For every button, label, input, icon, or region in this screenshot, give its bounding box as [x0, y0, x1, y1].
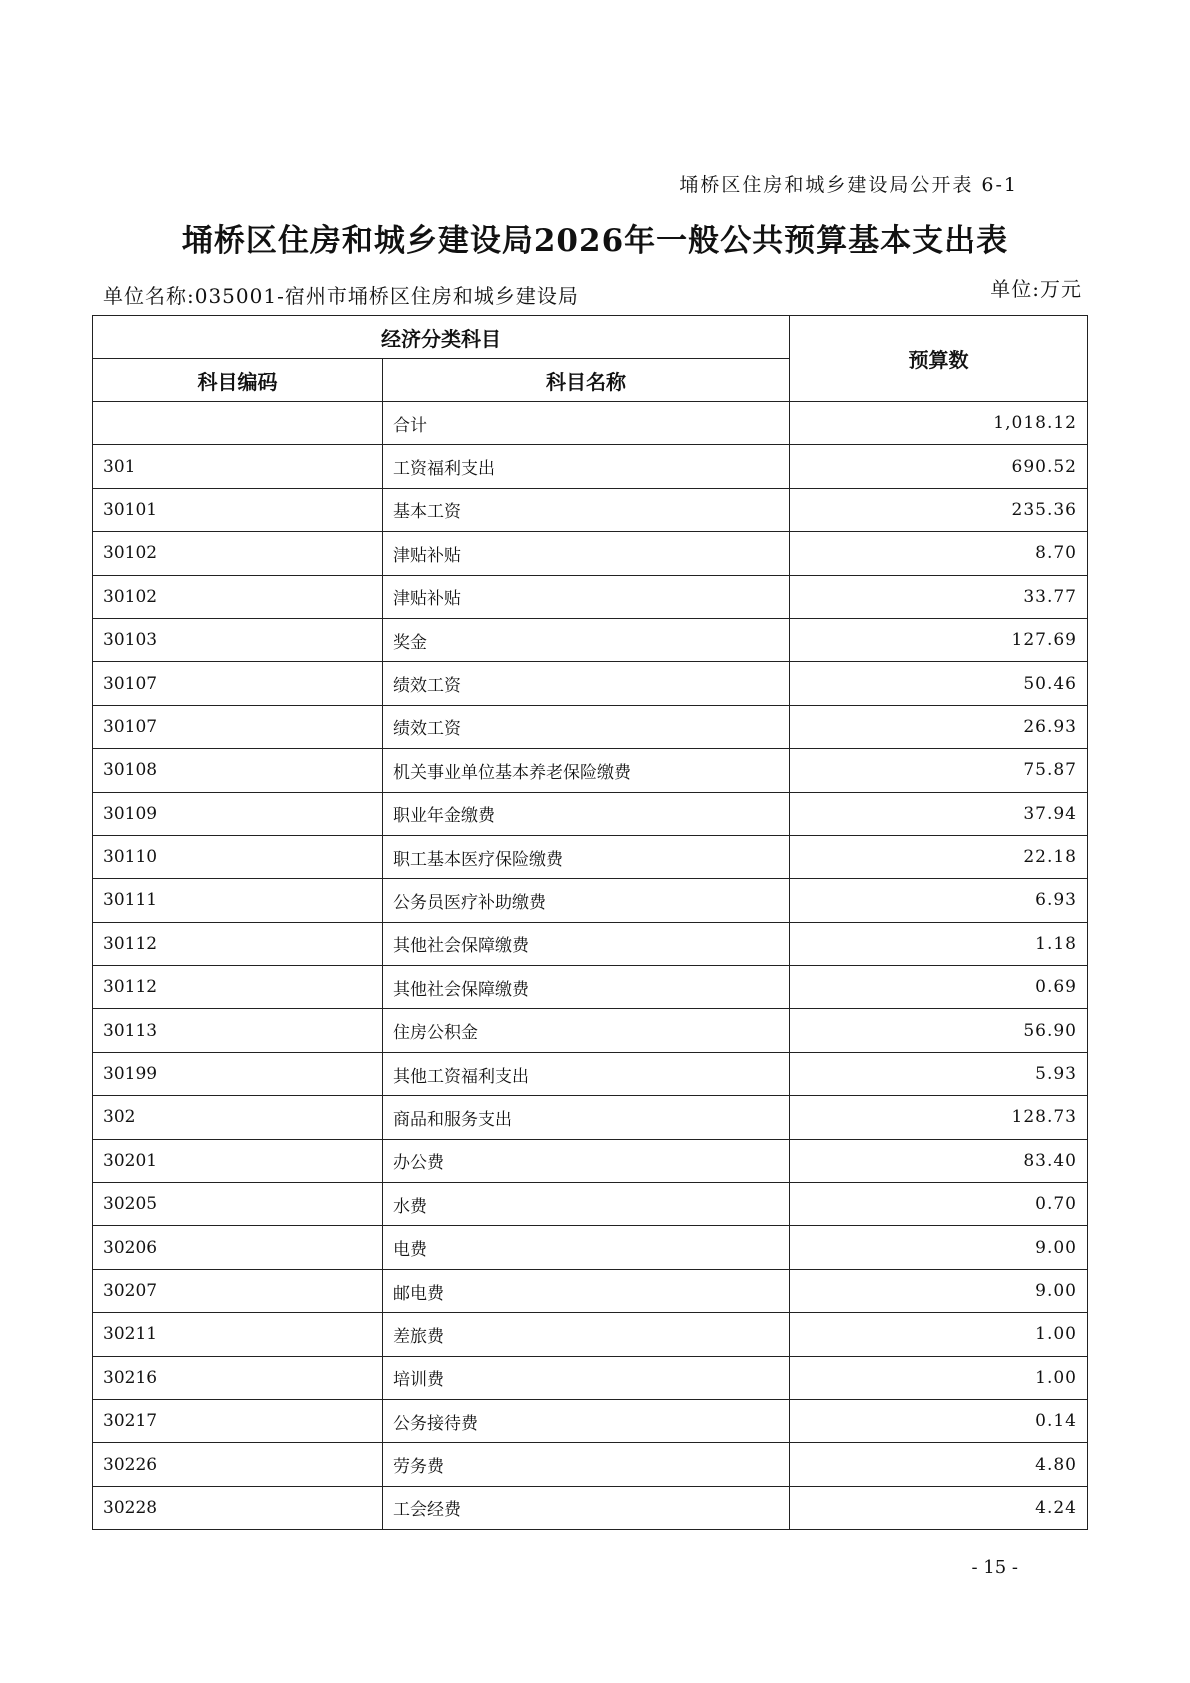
- name-cell: 津贴补贴: [383, 575, 790, 618]
- table-row: [93, 835, 1088, 878]
- name-header: 科目名称: [383, 359, 790, 402]
- table-row: [93, 1269, 1088, 1312]
- table-row: [93, 488, 1088, 531]
- code-cell: 30207: [93, 1269, 383, 1312]
- table-row: [93, 445, 1088, 488]
- name-cell: 培训费: [383, 1356, 790, 1399]
- code-cell: 30107: [93, 662, 383, 705]
- table-row: [93, 1009, 1088, 1052]
- amount-cell: 235.36: [790, 488, 1088, 531]
- name-cell: 办公费: [383, 1139, 790, 1182]
- table-row: [93, 1399, 1088, 1442]
- name-cell: 绩效工资: [383, 662, 790, 705]
- name-cell: 工资福利支出: [383, 445, 790, 488]
- name-cell: 津贴补贴: [383, 532, 790, 575]
- page-number: - 15 -: [971, 1557, 1018, 1578]
- amount-cell: 9.00: [790, 1226, 1088, 1269]
- name-cell: 水费: [383, 1183, 790, 1226]
- code-cell: 30107: [93, 705, 383, 748]
- name-cell: 机关事业单位基本养老保险缴费: [383, 749, 790, 792]
- code-header: 科目编码: [93, 359, 383, 402]
- amount-cell: 690.52: [790, 445, 1088, 488]
- amount-cell: 0.70: [790, 1183, 1088, 1226]
- code-cell: 30201: [93, 1139, 383, 1182]
- amount-cell: 0.69: [790, 966, 1088, 1009]
- amount-cell: 0.14: [790, 1399, 1088, 1442]
- amount-cell: 1.00: [790, 1356, 1088, 1399]
- table-row: [93, 618, 1088, 661]
- name-cell: 劳务费: [383, 1443, 790, 1486]
- name-cell: 职业年金缴费: [383, 792, 790, 835]
- table-row: [93, 1052, 1088, 1095]
- name-cell: 商品和服务支出: [383, 1096, 790, 1139]
- name-cell: 公务员医疗补助缴费: [383, 879, 790, 922]
- amount-cell: 6.93: [790, 879, 1088, 922]
- name-cell: 邮电费: [383, 1269, 790, 1312]
- code-cell: 30108: [93, 749, 383, 792]
- code-cell: 30216: [93, 1356, 383, 1399]
- name-cell: 其他社会保障缴费: [383, 922, 790, 965]
- amount-cell: 50.46: [790, 662, 1088, 705]
- amount-cell: 33.77: [790, 575, 1088, 618]
- name-cell: 其他工资福利支出: [383, 1052, 790, 1095]
- amount-cell: 1.18: [790, 922, 1088, 965]
- amount-cell: 4.24: [790, 1486, 1088, 1529]
- name-cell: 电费: [383, 1226, 790, 1269]
- page-title: 埇桥区住房和城乡建设局2026年一般公共预算基本支出表: [181, 223, 1009, 259]
- table-row: [93, 1183, 1088, 1226]
- amount-cell: 1,018.12: [790, 402, 1088, 445]
- amount-cell: 5.93: [790, 1052, 1088, 1095]
- table-body: [93, 402, 1088, 1530]
- code-cell: 30217: [93, 1399, 383, 1442]
- table-row: [93, 922, 1088, 965]
- name-cell: 奖金: [383, 618, 790, 661]
- table-row: [93, 1443, 1088, 1486]
- amount-cell: 4.80: [790, 1443, 1088, 1486]
- code-cell: 30113: [93, 1009, 383, 1052]
- table-row: [93, 1313, 1088, 1356]
- name-cell: 工会经费: [383, 1486, 790, 1529]
- code-cell: 302: [93, 1096, 383, 1139]
- table-reference: 埇桥区住房和城乡建设局公开表 6-1: [679, 174, 1018, 196]
- name-cell: 职工基本医疗保险缴费: [383, 835, 790, 878]
- amount-cell: 56.90: [790, 1009, 1088, 1052]
- name-cell: 合计: [383, 402, 790, 445]
- code-cell: 30112: [93, 966, 383, 1009]
- amount-cell: 128.73: [790, 1096, 1088, 1139]
- table-row: [93, 1096, 1088, 1139]
- code-cell: 30228: [93, 1486, 383, 1529]
- amount-cell: 9.00: [790, 1269, 1088, 1312]
- table-row: [93, 532, 1088, 575]
- name-cell: 其他社会保障缴费: [383, 966, 790, 1009]
- group-header: 经济分类科目: [93, 316, 790, 359]
- code-cell: [93, 402, 383, 445]
- table-row: [93, 792, 1088, 835]
- table-row: [93, 575, 1088, 618]
- budget-table: [92, 315, 1088, 1530]
- code-cell: 30112: [93, 922, 383, 965]
- amount-cell: 127.69: [790, 618, 1088, 661]
- amount-cell: 8.70: [790, 532, 1088, 575]
- code-cell: 301: [93, 445, 383, 488]
- amount-cell: 1.00: [790, 1313, 1088, 1356]
- table-row: [93, 705, 1088, 748]
- code-cell: 30102: [93, 532, 383, 575]
- name-cell: 住房公积金: [383, 1009, 790, 1052]
- amount-cell: 75.87: [790, 749, 1088, 792]
- table-row: [93, 879, 1088, 922]
- unit-label: 单位:万元: [990, 277, 1082, 301]
- unit-name: 单位名称:035001-宿州市埇桥区住房和城乡建设局: [103, 284, 579, 308]
- name-cell: 公务接待费: [383, 1399, 790, 1442]
- amount-header: 预算数: [790, 316, 1088, 402]
- table-row: [93, 402, 1088, 445]
- table-row: [93, 966, 1088, 1009]
- code-cell: 30109: [93, 792, 383, 835]
- name-cell: 绩效工资: [383, 705, 790, 748]
- name-cell: 基本工资: [383, 488, 790, 531]
- code-cell: 30206: [93, 1226, 383, 1269]
- table-row: [93, 1356, 1088, 1399]
- code-cell: 30205: [93, 1183, 383, 1226]
- amount-cell: 83.40: [790, 1139, 1088, 1182]
- code-cell: 30199: [93, 1052, 383, 1095]
- code-cell: 30111: [93, 879, 383, 922]
- amount-cell: 26.93: [790, 705, 1088, 748]
- code-cell: 30110: [93, 835, 383, 878]
- code-cell: 30101: [93, 488, 383, 531]
- table-row: [93, 1226, 1088, 1269]
- name-cell: 差旅费: [383, 1313, 790, 1356]
- table-row: [93, 662, 1088, 705]
- code-cell: 30102: [93, 575, 383, 618]
- table-row: [93, 1139, 1088, 1182]
- table-row: [93, 749, 1088, 792]
- code-cell: 30211: [93, 1313, 383, 1356]
- table-row: [93, 1486, 1088, 1529]
- code-cell: 30226: [93, 1443, 383, 1486]
- amount-cell: 22.18: [790, 835, 1088, 878]
- amount-cell: 37.94: [790, 792, 1088, 835]
- code-cell: 30103: [93, 618, 383, 661]
